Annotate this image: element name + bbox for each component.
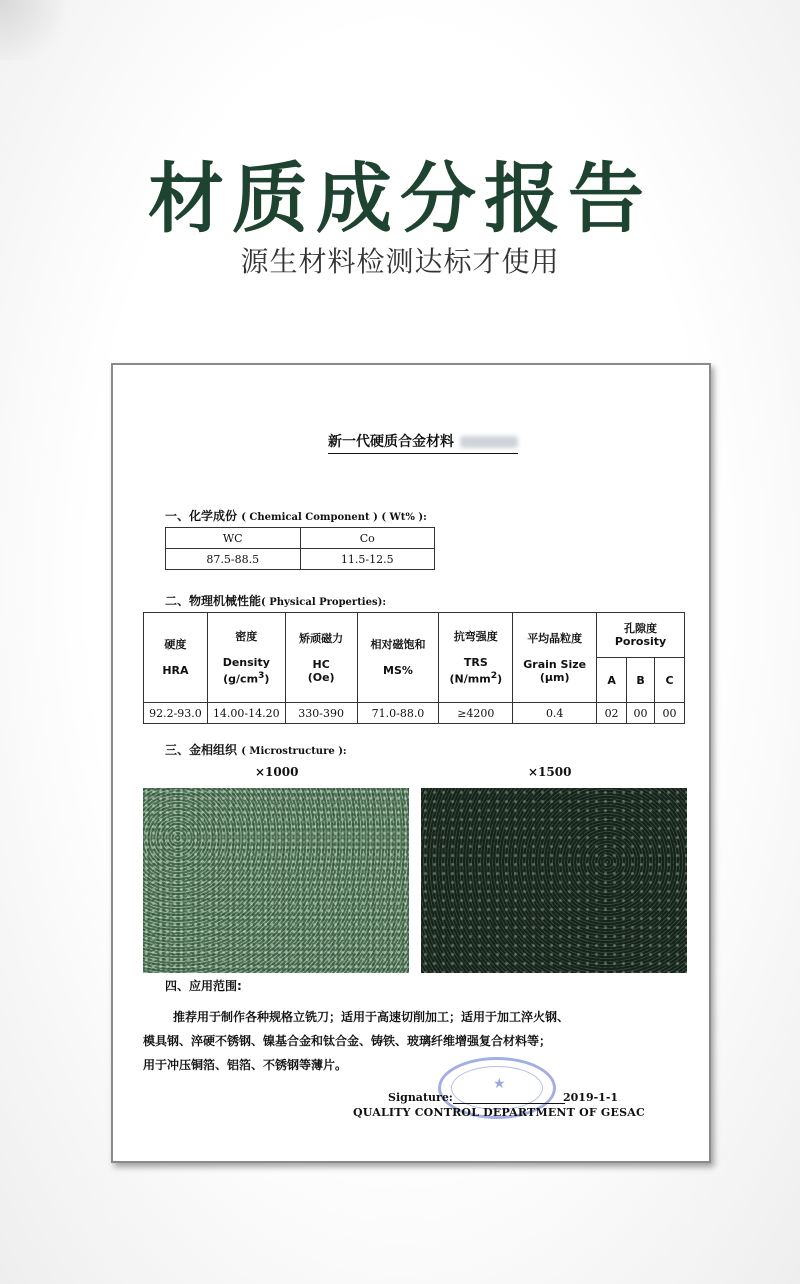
table-cell: Co xyxy=(300,528,435,549)
cell-text: Grain Size xyxy=(523,657,587,671)
section-application: 四、应用范围: xyxy=(165,979,242,993)
cell-text: 硬度 xyxy=(164,638,187,651)
section-physical-en: ( Physical Properties): xyxy=(261,597,387,608)
cell-text: ) xyxy=(497,672,503,686)
table-row xyxy=(144,703,685,724)
document-title-text: 新一代硬质合金材料 xyxy=(328,434,454,450)
application-line: 推荐用于制作各种规格立铣刀；适用于高速切削加工；适用于加工淬火钢、 xyxy=(173,1010,570,1024)
application-text xyxy=(143,1005,683,1077)
cell-text: (Oe) xyxy=(307,670,335,684)
table-cell xyxy=(285,613,357,703)
cell-text: 相对磁饱和 xyxy=(370,638,426,651)
cell-text: 平均晶粒度 xyxy=(527,631,583,645)
table-cell xyxy=(439,613,513,703)
signature-line xyxy=(388,1091,565,1104)
report-document xyxy=(111,363,711,1163)
section-physical xyxy=(165,592,386,609)
cell-text: MS% xyxy=(383,664,413,677)
page-title: 材质成分报告 xyxy=(148,154,652,243)
table-cell: 71.0-88.0 xyxy=(357,703,439,724)
table-row xyxy=(144,613,685,658)
table-cell: A xyxy=(597,658,627,703)
cell-text: HC xyxy=(312,657,330,671)
blurred-model-code xyxy=(460,436,518,448)
chemical-table xyxy=(165,527,435,570)
magnification-left: ×1000 xyxy=(255,765,299,779)
table-cell: 00 xyxy=(655,703,685,724)
table-cell: 0.4 xyxy=(513,703,597,724)
official-seal: ★ xyxy=(438,1057,556,1119)
qc-department: QUALITY CONTROL DEPARTMENT OF GESAC xyxy=(353,1106,645,1119)
section-microstructure xyxy=(165,741,347,758)
table-cell xyxy=(144,613,208,703)
table-cell: ≥4200 xyxy=(439,703,513,724)
table-cell: 87.5-88.5 xyxy=(166,549,301,570)
section-micro-en: ( Microstructure ): xyxy=(241,746,347,757)
cell-text: 2 xyxy=(490,669,498,681)
table-cell: 92.2-93.0 xyxy=(144,703,208,724)
table-cell: 11.5-12.5 xyxy=(300,549,435,570)
signature-underline xyxy=(453,1103,565,1104)
cell-text: 3 xyxy=(258,669,265,681)
physical-table xyxy=(143,612,685,724)
table-cell xyxy=(597,613,685,658)
table-cell: 14.00-14.20 xyxy=(207,703,285,724)
signature-date: 2019-1-1 xyxy=(563,1091,619,1104)
document-title xyxy=(328,431,518,454)
cell-text: (μm) xyxy=(539,670,570,684)
corner-shadow xyxy=(0,0,80,60)
signature-label: Signature: xyxy=(388,1091,453,1104)
table-cell: WC xyxy=(166,528,301,549)
table-cell: 02 xyxy=(597,703,627,724)
cell-text: (g/cm xyxy=(223,672,259,686)
section-chemical-en: ( Chemical Component ) ( Wt% ): xyxy=(241,512,427,523)
page-subtitle: 源生材料检测达标才使用 xyxy=(240,245,560,278)
table-cell: C xyxy=(655,658,685,703)
application-line: 模具钢、淬硬不锈钢、镍基合金和钛合金、铸铁、玻璃纤维增强复合材料等； xyxy=(143,1034,552,1048)
cell-text: Porosity xyxy=(614,635,667,648)
section-physical-cn: 二、物理机械性能 xyxy=(165,594,262,608)
cell-text: 密度 xyxy=(235,629,258,643)
table-cell xyxy=(207,613,285,703)
cell-text: (N/mm xyxy=(449,672,491,686)
table-row xyxy=(166,549,435,570)
section-chemical xyxy=(165,507,427,524)
cell-text: 孔隙度 xyxy=(624,622,658,635)
table-cell: 330-390 xyxy=(285,703,357,724)
micrograph-1500x xyxy=(421,788,687,973)
table-row xyxy=(166,528,435,549)
table-cell: 00 xyxy=(627,703,655,724)
cell-text: 抗弯强度 xyxy=(453,629,498,643)
cell-text: ) xyxy=(264,672,270,686)
section-chemical-cn: 一、化学成份 xyxy=(165,509,238,523)
table-cell xyxy=(513,613,597,703)
table-cell: B xyxy=(627,658,655,703)
cell-text: Density xyxy=(222,655,270,669)
micrograph-1000x xyxy=(143,788,409,973)
cell-text: TRS xyxy=(463,655,488,669)
cell-text: 矫顽磁力 xyxy=(299,631,344,645)
table-cell xyxy=(357,613,439,703)
magnification-right: ×1500 xyxy=(528,765,572,779)
section-micro-cn: 三、金相组织 xyxy=(165,743,238,757)
application-line: 用于冲压铜箔、铝箔、不锈钢等薄片。 xyxy=(143,1058,348,1072)
cell-text: HRA xyxy=(162,664,189,677)
